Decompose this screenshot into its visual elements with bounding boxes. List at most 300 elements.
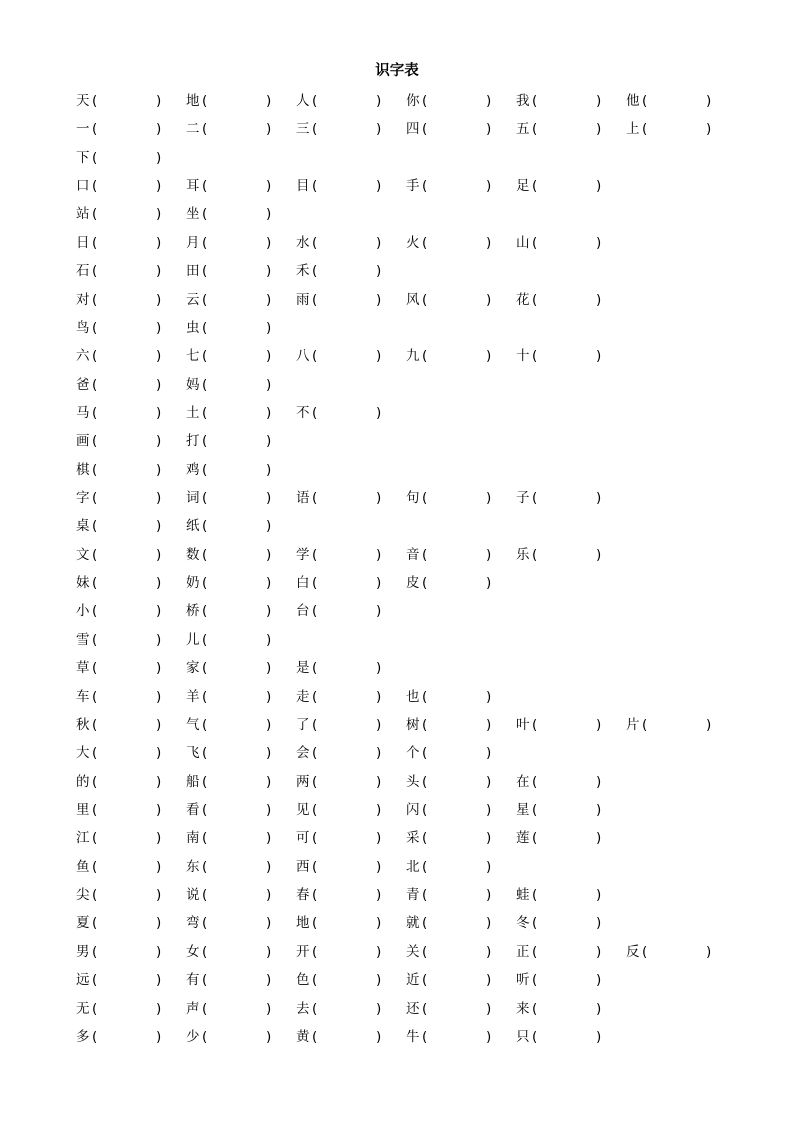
pinyin-blank-close-paren: ) — [596, 490, 602, 507]
character-item — [76, 687, 186, 707]
pinyin-blank-open-paren: ( — [92, 263, 98, 280]
character-text: 南 — [186, 830, 200, 847]
pinyin-blank-open-paren: ( — [312, 490, 318, 507]
pinyin-blank-open-paren: ( — [92, 490, 98, 507]
pinyin-blank-close-paren: ) — [156, 716, 162, 733]
pinyin-blank-open-paren: ( — [312, 688, 318, 705]
character-text: 江 — [76, 830, 90, 847]
character-text: 站 — [76, 206, 90, 223]
pinyin-blank-open-paren: ( — [532, 773, 538, 790]
character-text: 五 — [516, 121, 530, 138]
character-item — [406, 828, 516, 848]
character-item — [76, 772, 186, 792]
character-text: 鱼 — [76, 858, 90, 875]
pinyin-blank-open-paren: ( — [642, 121, 648, 138]
pinyin-blank-close-paren: ) — [486, 801, 492, 818]
character-item — [626, 715, 736, 735]
pinyin-blank-close-paren: ) — [376, 490, 382, 507]
character-text: 莲 — [516, 830, 530, 847]
character-text: 个 — [406, 745, 420, 762]
character-item — [406, 488, 516, 508]
character-text: 车 — [76, 688, 90, 705]
pinyin-blank-open-paren: ( — [92, 93, 98, 109]
pinyin-blank-close-paren: ) — [486, 348, 492, 365]
character-item — [76, 573, 186, 593]
character-item — [186, 772, 296, 792]
pinyin-blank-open-paren: ( — [92, 404, 98, 421]
pinyin-blank-close-paren: ) — [156, 376, 162, 393]
character-text: 句 — [406, 490, 420, 507]
character-text: 八 — [296, 348, 310, 365]
character-item — [76, 318, 186, 338]
pinyin-blank-open-paren: ( — [312, 660, 318, 677]
character-text: 土 — [186, 404, 200, 421]
pinyin-blank-open-paren: ( — [202, 461, 208, 478]
pinyin-blank-close-paren: ) — [266, 773, 272, 790]
character-text: 船 — [186, 773, 200, 790]
character-item — [76, 715, 186, 735]
pinyin-blank-close-paren: ) — [156, 801, 162, 818]
pinyin-blank-close-paren: ) — [156, 178, 162, 195]
pinyin-blank-open-paren: ( — [202, 433, 208, 450]
character-text: 远 — [76, 972, 90, 989]
character-item — [186, 431, 296, 451]
character-item — [76, 261, 186, 281]
character-item — [406, 857, 516, 877]
character-text: 水 — [296, 234, 310, 251]
pinyin-blank-open-paren: ( — [312, 745, 318, 762]
character-text: 我 — [516, 93, 530, 109]
character-item — [296, 573, 406, 593]
pinyin-blank-close-paren: ) — [156, 546, 162, 563]
character-item — [76, 828, 186, 848]
character-item — [406, 743, 516, 763]
pinyin-blank-open-paren: ( — [202, 773, 208, 790]
character-text: 多 — [76, 1028, 90, 1045]
pinyin-blank-close-paren: ) — [266, 575, 272, 592]
pinyin-blank-open-paren: ( — [532, 801, 538, 818]
character-text: 黄 — [296, 1028, 310, 1045]
character-item — [186, 176, 296, 196]
character-item — [186, 573, 296, 593]
character-row — [76, 460, 736, 488]
character-item — [516, 970, 626, 990]
character-item — [186, 857, 296, 877]
character-text: 桌 — [76, 518, 90, 535]
pinyin-blank-open-paren: ( — [92, 149, 98, 166]
character-item — [76, 800, 186, 820]
character-text: 妹 — [76, 575, 90, 592]
character-text: 纸 — [186, 518, 200, 535]
pinyin-blank-open-paren: ( — [202, 404, 208, 421]
character-text: 鸟 — [76, 319, 90, 336]
character-item — [186, 970, 296, 990]
character-item — [516, 545, 626, 565]
pinyin-blank-close-paren: ) — [156, 433, 162, 450]
pinyin-blank-close-paren: ) — [266, 1028, 272, 1045]
character-text: 东 — [186, 858, 200, 875]
pinyin-blank-open-paren: ( — [312, 972, 318, 989]
pinyin-blank-close-paren: ) — [596, 830, 602, 847]
pinyin-blank-open-paren: ( — [422, 688, 428, 705]
character-row — [76, 601, 736, 629]
character-text: 不 — [296, 404, 310, 421]
character-row — [76, 913, 736, 941]
pinyin-blank-close-paren: ) — [156, 121, 162, 138]
pinyin-blank-open-paren: ( — [532, 121, 538, 138]
character-item — [516, 800, 626, 820]
pinyin-blank-close-paren: ) — [266, 546, 272, 563]
pinyin-blank-close-paren: ) — [266, 518, 272, 535]
character-item — [516, 913, 626, 933]
pinyin-blank-open-paren: ( — [202, 603, 208, 620]
pinyin-blank-open-paren: ( — [92, 178, 98, 195]
pinyin-blank-open-paren: ( — [92, 972, 98, 989]
character-text: 雪 — [76, 631, 90, 648]
pinyin-blank-open-paren: ( — [312, 348, 318, 365]
character-row — [76, 885, 736, 913]
character-item — [296, 91, 406, 111]
character-item — [186, 715, 296, 735]
pinyin-blank-close-paren: ) — [596, 234, 602, 251]
character-text: 虫 — [186, 319, 200, 336]
character-item — [516, 91, 626, 111]
character-text: 关 — [406, 943, 420, 960]
pinyin-blank-open-paren: ( — [92, 745, 98, 762]
character-text: 气 — [186, 716, 200, 733]
pinyin-blank-close-paren: ) — [376, 716, 382, 733]
character-item — [296, 119, 406, 139]
pinyin-blank-open-paren: ( — [202, 688, 208, 705]
pinyin-blank-open-paren: ( — [532, 546, 538, 563]
character-text: 台 — [296, 603, 310, 620]
pinyin-blank-open-paren: ( — [422, 887, 428, 904]
pinyin-blank-open-paren: ( — [202, 291, 208, 308]
pinyin-blank-close-paren: ) — [596, 121, 602, 138]
pinyin-blank-close-paren: ) — [156, 206, 162, 223]
character-item — [516, 119, 626, 139]
pinyin-blank-close-paren: ) — [156, 490, 162, 507]
character-item — [186, 942, 296, 962]
pinyin-blank-open-paren: ( — [532, 291, 538, 308]
character-item — [406, 573, 516, 593]
pinyin-blank-open-paren: ( — [312, 291, 318, 308]
pinyin-blank-close-paren: ) — [376, 121, 382, 138]
character-item — [186, 1027, 296, 1047]
character-text: 小 — [76, 603, 90, 620]
character-item — [406, 1027, 516, 1047]
character-text: 看 — [186, 801, 200, 818]
character-row — [76, 403, 736, 431]
pinyin-blank-open-paren: ( — [532, 1000, 538, 1017]
character-text: 头 — [406, 773, 420, 790]
pinyin-blank-open-paren: ( — [532, 716, 538, 733]
character-item — [76, 431, 186, 451]
character-text: 见 — [296, 801, 310, 818]
pinyin-blank-open-paren: ( — [312, 1000, 318, 1017]
character-text: 你 — [406, 93, 420, 109]
character-text: 叶 — [516, 716, 530, 733]
pinyin-blank-close-paren: ) — [376, 887, 382, 904]
character-item — [296, 970, 406, 990]
character-item — [516, 715, 626, 735]
character-text: 他 — [626, 93, 640, 109]
character-item — [406, 346, 516, 366]
character-text: 花 — [516, 291, 530, 308]
pinyin-blank-open-paren: ( — [92, 348, 98, 365]
character-item — [296, 176, 406, 196]
pinyin-blank-open-paren: ( — [202, 348, 208, 365]
pinyin-blank-open-paren: ( — [92, 206, 98, 223]
pinyin-blank-close-paren: ) — [376, 178, 382, 195]
pinyin-blank-open-paren: ( — [532, 348, 538, 365]
pinyin-blank-close-paren: ) — [486, 121, 492, 138]
pinyin-blank-close-paren: ) — [266, 461, 272, 478]
page-title: 识字表 — [375, 63, 419, 79]
pinyin-blank-open-paren: ( — [422, 1000, 428, 1017]
character-item — [76, 516, 186, 536]
pinyin-blank-close-paren: ) — [486, 490, 492, 507]
pinyin-blank-open-paren: ( — [422, 858, 428, 875]
pinyin-blank-open-paren: ( — [202, 93, 208, 109]
character-item — [626, 942, 736, 962]
character-text: 禾 — [296, 263, 310, 280]
pinyin-blank-open-paren: ( — [92, 546, 98, 563]
pinyin-blank-open-paren: ( — [422, 291, 428, 308]
pinyin-blank-close-paren: ) — [486, 716, 492, 733]
character-item — [76, 204, 186, 224]
character-text: 星 — [516, 801, 530, 818]
pinyin-blank-close-paren: ) — [266, 943, 272, 960]
character-row — [76, 772, 736, 800]
character-text: 色 — [296, 972, 310, 989]
character-text: 的 — [76, 773, 90, 790]
character-item — [76, 601, 186, 621]
character-item — [186, 403, 296, 423]
character-text: 夏 — [76, 915, 90, 932]
pinyin-blank-open-paren: ( — [92, 915, 98, 932]
pinyin-blank-close-paren: ) — [596, 93, 602, 109]
pinyin-blank-close-paren: ) — [486, 688, 492, 705]
character-row — [76, 233, 736, 261]
pinyin-blank-open-paren: ( — [532, 943, 538, 960]
character-text: 音 — [406, 546, 420, 563]
character-item — [296, 1027, 406, 1047]
character-text: 白 — [296, 575, 310, 592]
character-item — [406, 800, 516, 820]
character-item — [516, 942, 626, 962]
character-item — [406, 233, 516, 253]
pinyin-blank-close-paren: ) — [156, 887, 162, 904]
character-item — [76, 630, 186, 650]
pinyin-blank-open-paren: ( — [312, 773, 318, 790]
pinyin-blank-close-paren: ) — [376, 93, 382, 109]
character-text: 采 — [406, 830, 420, 847]
pinyin-blank-open-paren: ( — [312, 858, 318, 875]
character-text: 反 — [626, 943, 640, 960]
pinyin-blank-close-paren: ) — [156, 1028, 162, 1045]
character-item — [76, 970, 186, 990]
pinyin-blank-open-paren: ( — [642, 716, 648, 733]
character-row — [76, 148, 736, 176]
character-text: 尖 — [76, 887, 90, 904]
character-text: 坐 — [186, 206, 200, 223]
character-text: 人 — [296, 93, 310, 109]
pinyin-blank-close-paren: ) — [596, 1028, 602, 1045]
character-item — [186, 91, 296, 111]
pinyin-blank-close-paren: ) — [596, 348, 602, 365]
character-item — [186, 488, 296, 508]
pinyin-blank-close-paren: ) — [266, 93, 272, 109]
pinyin-blank-open-paren: ( — [202, 660, 208, 677]
character-row — [76, 431, 736, 459]
pinyin-blank-open-paren: ( — [532, 93, 538, 109]
pinyin-blank-close-paren: ) — [156, 688, 162, 705]
character-item — [296, 601, 406, 621]
character-item — [186, 687, 296, 707]
character-item — [76, 91, 186, 111]
character-item — [406, 913, 516, 933]
character-item — [516, 885, 626, 905]
pinyin-blank-close-paren: ) — [156, 234, 162, 251]
character-text: 儿 — [186, 631, 200, 648]
character-item — [516, 828, 626, 848]
pinyin-blank-open-paren: ( — [92, 801, 98, 818]
character-item — [76, 913, 186, 933]
pinyin-blank-close-paren: ) — [376, 943, 382, 960]
pinyin-blank-open-paren: ( — [312, 121, 318, 138]
character-text: 雨 — [296, 291, 310, 308]
character-item — [296, 545, 406, 565]
character-text: 石 — [76, 263, 90, 280]
character-text: 声 — [186, 1000, 200, 1017]
character-item — [186, 800, 296, 820]
character-item — [296, 658, 406, 678]
pinyin-blank-open-paren: ( — [92, 773, 98, 790]
pinyin-blank-close-paren: ) — [596, 773, 602, 790]
character-text: 七 — [186, 348, 200, 365]
character-text: 西 — [296, 858, 310, 875]
character-text: 牛 — [406, 1028, 420, 1045]
pinyin-blank-close-paren: ) — [376, 858, 382, 875]
pinyin-blank-open-paren: ( — [92, 688, 98, 705]
pinyin-blank-close-paren: ) — [156, 518, 162, 535]
pinyin-blank-open-paren: ( — [92, 1000, 98, 1017]
character-text: 北 — [406, 858, 420, 875]
pinyin-blank-close-paren: ) — [376, 801, 382, 818]
character-row — [76, 743, 736, 771]
character-row — [76, 715, 736, 743]
character-text: 爸 — [76, 376, 90, 393]
pinyin-blank-close-paren: ) — [376, 745, 382, 762]
pinyin-blank-open-paren: ( — [422, 773, 428, 790]
character-text: 天 — [76, 93, 90, 109]
pinyin-blank-open-paren: ( — [422, 1028, 428, 1045]
character-item — [296, 715, 406, 735]
character-item — [76, 999, 186, 1019]
pinyin-blank-open-paren: ( — [312, 1028, 318, 1045]
character-text: 山 — [516, 234, 530, 251]
pinyin-blank-close-paren: ) — [266, 291, 272, 308]
character-item — [296, 857, 406, 877]
character-text: 打 — [186, 433, 200, 450]
pinyin-blank-open-paren: ( — [312, 575, 318, 592]
pinyin-blank-close-paren: ) — [376, 1028, 382, 1045]
pinyin-blank-close-paren: ) — [266, 631, 272, 648]
pinyin-blank-open-paren: ( — [92, 461, 98, 478]
pinyin-blank-close-paren: ) — [156, 773, 162, 790]
pinyin-blank-close-paren: ) — [486, 1028, 492, 1045]
pinyin-blank-close-paren: ) — [486, 546, 492, 563]
character-text: 文 — [76, 546, 90, 563]
pinyin-blank-close-paren: ) — [486, 915, 492, 932]
character-item — [626, 91, 736, 111]
character-text: 在 — [516, 773, 530, 790]
character-item — [406, 715, 516, 735]
pinyin-blank-open-paren: ( — [422, 234, 428, 251]
character-row — [76, 261, 736, 289]
pinyin-blank-close-paren: ) — [266, 206, 272, 223]
character-item — [296, 403, 406, 423]
pinyin-blank-open-paren: ( — [92, 858, 98, 875]
character-item — [406, 290, 516, 310]
character-text: 来 — [516, 1000, 530, 1017]
pinyin-blank-open-paren: ( — [312, 716, 318, 733]
pinyin-blank-open-paren: ( — [92, 291, 98, 308]
pinyin-blank-open-paren: ( — [422, 830, 428, 847]
character-item — [76, 119, 186, 139]
pinyin-blank-open-paren: ( — [202, 178, 208, 195]
character-item — [186, 119, 296, 139]
character-row — [76, 290, 736, 318]
pinyin-blank-open-paren: ( — [202, 546, 208, 563]
character-text: 女 — [186, 943, 200, 960]
pinyin-blank-open-paren: ( — [202, 801, 208, 818]
pinyin-blank-close-paren: ) — [156, 858, 162, 875]
character-row — [76, 573, 736, 601]
character-text: 地 — [186, 93, 200, 109]
pinyin-blank-close-paren: ) — [376, 291, 382, 308]
character-item — [296, 290, 406, 310]
pinyin-blank-close-paren: ) — [266, 660, 272, 677]
character-text: 有 — [186, 972, 200, 989]
character-text: 对 — [76, 291, 90, 308]
character-text: 田 — [186, 263, 200, 280]
character-text: 里 — [76, 801, 90, 818]
pinyin-blank-open-paren: ( — [532, 490, 538, 507]
character-item — [296, 233, 406, 253]
pinyin-blank-close-paren: ) — [156, 319, 162, 336]
character-text: 说 — [186, 887, 200, 904]
pinyin-blank-close-paren: ) — [266, 404, 272, 421]
pinyin-blank-open-paren: ( — [92, 830, 98, 847]
character-item — [406, 91, 516, 111]
pinyin-blank-open-paren: ( — [92, 631, 98, 648]
pinyin-blank-open-paren: ( — [92, 943, 98, 960]
pinyin-blank-open-paren: ( — [422, 716, 428, 733]
character-text: 妈 — [186, 376, 200, 393]
character-row — [76, 857, 736, 885]
pinyin-blank-open-paren: ( — [92, 518, 98, 535]
character-row — [76, 545, 736, 573]
character-text: 画 — [76, 433, 90, 450]
pinyin-blank-close-paren: ) — [266, 716, 272, 733]
character-text: 是 — [296, 660, 310, 677]
character-text: 片 — [626, 716, 640, 733]
character-text: 学 — [296, 546, 310, 563]
character-text: 桥 — [186, 603, 200, 620]
character-item — [186, 375, 296, 395]
